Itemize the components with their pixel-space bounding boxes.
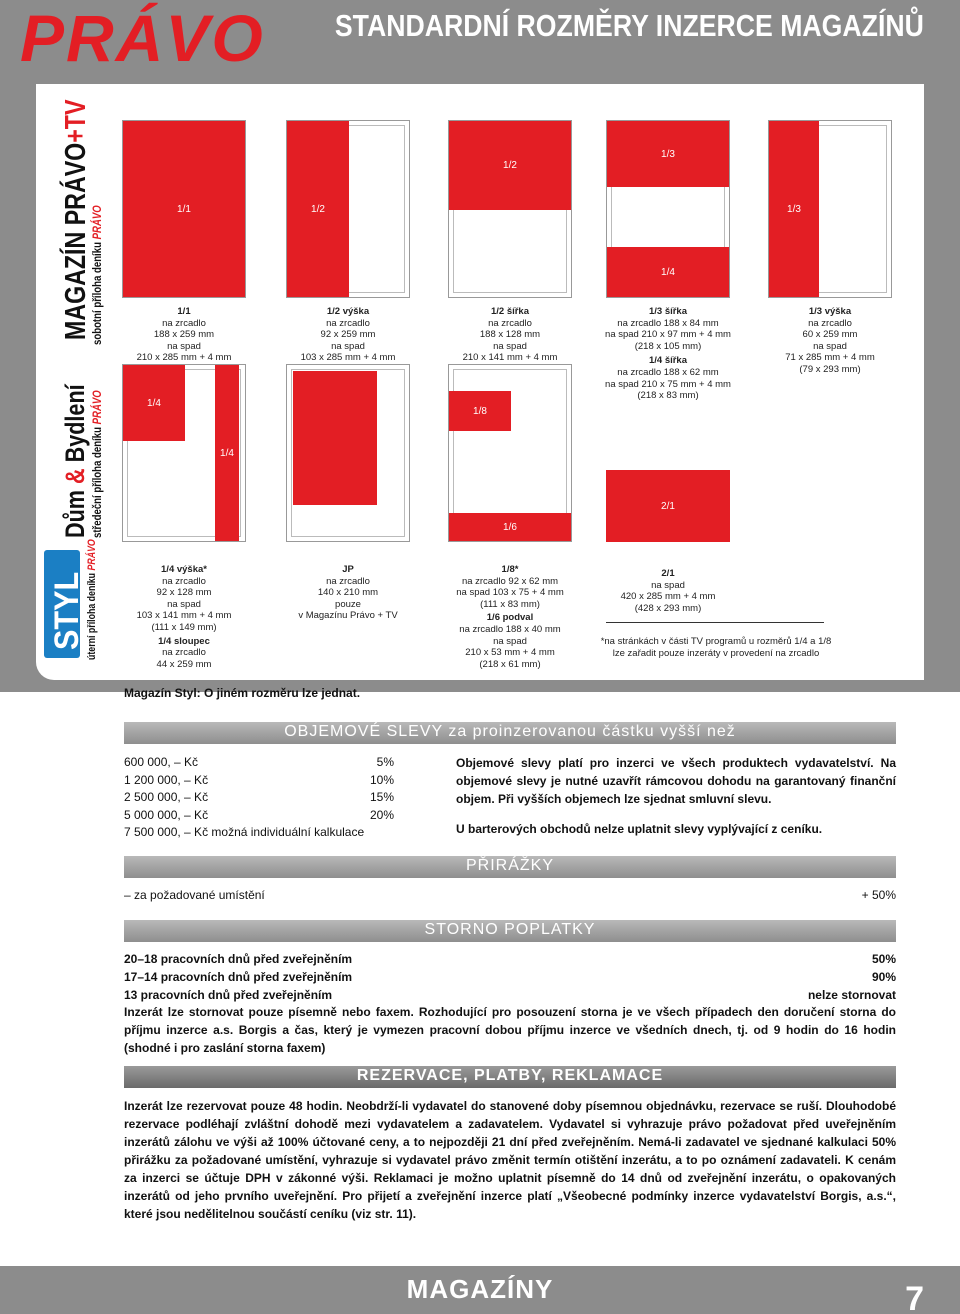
- storno-band: [124, 920, 896, 942]
- page-thumb-1-2-horizontal: [448, 120, 572, 298]
- ad-area-2-1: 2/1: [606, 470, 730, 542]
- desc-1-8-1-6: 1/8* na zrcadlo 92 x 62 mm na spad 103 x 75 + 4 mm (111 x 83 mm) 1/6 podval na zrcadlo 188 x 40 mm na spad 210 x 53 mm + 4 mm (218 x 61 mm): [456, 564, 564, 670]
- surcharge-value: + 50%: [861, 888, 896, 902]
- reservation-title: REZERVACE, PLATBY, REKLAMACE: [356, 1067, 664, 1084]
- page-thumb-1-2-vertical: [286, 120, 410, 298]
- ad-area-1-6: 1/6: [449, 513, 571, 541]
- footer-title: MAGAZÍNY: [406, 1274, 554, 1304]
- desc-1-3-vertical: 1/3 výška na zrcadlo 60 x 259 mm na spad 71 x 285 mm + 4 mm (79 x 293 mm): [785, 306, 875, 375]
- ad-area-1-4-horizontal: 1/4: [607, 247, 729, 297]
- page-thumb-1-8-1-6: [448, 364, 572, 542]
- reservation-band: [124, 1066, 896, 1088]
- page-title: STANDARDNÍ ROZMĚRY INZERCE MAGAZÍNŮ: [335, 8, 924, 43]
- desc-1-1: 1/1 na zrcadlo 188 x 259 mm na spad 210 x 285 mm + 4 mm: [136, 306, 232, 364]
- ad-area-jp: [293, 371, 377, 505]
- desc-1-4: 1/4 výška* na zrcadlo 92 x 128 mm na spad 103 x 141 mm + 4 mm (111 x 149 mm) 1/4 sloupec na zrcadlo 44 x 259 mm: [136, 564, 232, 670]
- desc-1-3-1-4: 1/3 šířka na zrcadlo 188 x 84 mm na spad 210 x 97 mm + 4 mm (218 x 105 mm) 1/4 šířka na zrcadlo 188 x 62 mm na spad 210 x 75 mm + 4 mm (218 x 83 mm): [605, 306, 731, 402]
- pravo-logo: PRÁVO: [20, 1, 265, 75]
- ad-area-1-2-vertical: 1/2: [287, 121, 349, 297]
- volume-discount-text: Objemové slevy platí pro inzerci ve všech produktech vydavatelství. Na objemové slevy je nutné uzavřít rámcovou dohodu na garantovaný finanční objem. Při vyšších objemech lze sjednat smluvní slevu.: [456, 756, 896, 806]
- discount-row: 7 500 000, – Kč možná individuální kalkulace: [124, 825, 365, 839]
- ad-area-1-1: 1/1: [123, 121, 245, 297]
- storno-row: 13 pracovních dnů před zveřejněním nelze stornovat: [124, 988, 896, 1002]
- styl-logo: STYL: [48, 571, 86, 650]
- desc-1-2-horizontal: 1/2 šířka na zrcadlo 188 x 128 mm na spad 210 x 141 mm + 4 mm: [462, 306, 558, 364]
- ad-area-1-8: 1/8: [449, 391, 511, 431]
- surcharge-label: – za požadované umístění: [124, 888, 265, 902]
- desc-1-2-vertical: 1/2 výška na zrcadlo 92 x 259 mm na spad 103 x 285 mm + 4 mm: [300, 306, 396, 364]
- discount-row: 5 000 000, – Kč 20%: [124, 807, 394, 822]
- ad-area-1-4-column: 1/4: [215, 365, 239, 541]
- page-thumb-1-1: [122, 120, 246, 298]
- styl-size-note: Magazín Styl: O jiném rozměru lze jednat.: [124, 686, 361, 700]
- storno-row: 20–18 pracovních dnů před zveřejněním 50%: [124, 952, 896, 966]
- dum-bydleni-subtitle: středeční příloha deníku PRÁVO: [90, 390, 104, 538]
- storno-text: Inzerát lze stornovat pouze písemně nebo faxem. Rozhodující pro posouzení storna je ve všech případech den doručení storna do příjmu inzerce a.s. Borgis a čas, který je vymezen pracovní dobou příjmu inzerce ve všedních dnech, tj. od 9 hodin do 16 hodin (shodné i pro zaslání storna faxem): [124, 1005, 896, 1055]
- ad-area-1-3-horizontal: 1/3: [607, 121, 729, 187]
- storno-table: [124, 950, 896, 1004]
- page-number: 7: [905, 1280, 924, 1314]
- surcharge-band: [124, 856, 896, 878]
- reservation-text: Inzerát lze rezervovat pouze 48 hodin. Neobdrží-li vydavatel do stanovené doby písemnou objednávku, rezervace se ruší. Dlouhodobé rezervace podléhají zvláštní dohodě mezi vydavatelem a zadavatelem. Vydavatel si vyhrazuje právo požadovat před uveřejněním inzerátů zálohu ve výši až 100% účtované ceny, a to nejpozději 21 dní před zveřejněním. Nemá-li zadavatel ve sjednané kalkulaci 50% přirážku za požadované umístění, vyhrazuje si vydavatel právo změnit termín otištění inzerátu, a to po oznámení zadavateli. K cenám za inzerci se účtuje DPH v zákonné výši. Reklamaci je možno uplatnit písemně do 14 dnů od zveřejnění inzerátu, o opakovaných inzerátů od jeho prvního uveřejnění. Pro přijetí a zveřejnění inzerce platí „Všeobecné podmínky inzerce vydavatelství Borgis, a.s.“, které jsou nedělitelnou součástí ceníku (viz str. 11).: [124, 1099, 896, 1221]
- volume-discounts-band: [124, 722, 896, 744]
- storno-title: STORNO POPLATKY: [424, 921, 596, 938]
- discount-row: 1 200 000, – Kč 10%: [124, 772, 394, 787]
- desc-2-1: 2/1 na spad 420 x 285 mm + 4 mm (428 x 293 mm): [620, 568, 716, 614]
- page-thumb-2-1: [606, 470, 730, 542]
- barter-note: U barterových obchodů nelze uplatnit slevy vyplývající z ceníku.: [456, 822, 823, 836]
- dum-bydleni-logo: Dům & Bydlení: [60, 384, 90, 538]
- volume-discount-table: [124, 754, 394, 842]
- ad-area-1-4-block: 1/4: [123, 365, 185, 441]
- discount-row: 600 000, – Kč 5%: [124, 755, 394, 769]
- tv-program-note: *na stránkách v části TV programů u rozměrů 1/4 a 1/8 lze zařadit pouze inzeráty v provedení na zrcadlo: [600, 636, 832, 659]
- discount-row: 2 500 000, – Kč 15%: [124, 790, 394, 804]
- page-thumb-jp: [286, 364, 410, 542]
- page-thumb-1-4: [122, 364, 246, 542]
- surcharge-title: PŘIRÁŽKY: [465, 857, 554, 874]
- magazin-subtitle: sobotní příloha deníku PRÁVO: [90, 205, 104, 345]
- ad-area-1-3-vertical: 1/3: [769, 121, 819, 297]
- note-divider: [606, 622, 824, 623]
- page-thumb-1-3-1-4: [606, 120, 730, 298]
- page-thumb-1-3-vertical: [768, 120, 892, 298]
- storno-row: 17–14 pracovních dnů před zveřejněním 90%: [124, 970, 896, 984]
- volume-discounts-title: OBJEMOVÉ SLEVY za proinzerovanou částku vyšší než: [284, 723, 736, 740]
- ad-area-1-2-horizontal: 1/2: [449, 121, 571, 210]
- desc-jp: JP na zrcadlo 140 x 210 mm pouze v Magazínu Právo + TV: [298, 564, 398, 622]
- styl-subtitle: úterní příloha deníku PRÁVO: [86, 539, 98, 660]
- magazin-pravo-tv-logo: MAGAZÍN PRÁVO+TV: [60, 99, 92, 340]
